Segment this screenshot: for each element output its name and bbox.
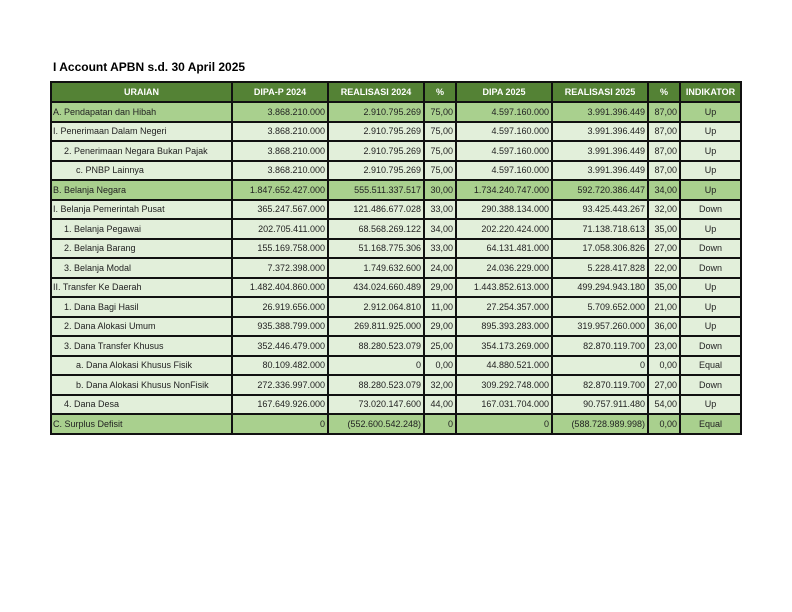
cell-realisasi-2024: 88.280.523.079 [328, 375, 424, 395]
cell-dipa-2025: 4.597.160.000 [456, 122, 552, 142]
table-row [51, 161, 741, 181]
cell-percent-2025: 36,00 [648, 317, 680, 337]
cell-percent-2024: 29,00 [424, 317, 456, 337]
cell-dipa-2025: 895.393.283.000 [456, 317, 552, 337]
cell-dipa-p-2024: 167.649.926.000 [232, 395, 328, 415]
cell-dipa-2025: 309.292.748.000 [456, 375, 552, 395]
cell-uraian: 2. Belanja Barang [51, 239, 232, 259]
cell-uraian: A. Pendapatan dan Hibah [51, 102, 232, 122]
cell-percent-2025: 87,00 [648, 141, 680, 161]
cell-percent-2025: 0,00 [648, 356, 680, 376]
cell-percent-2024: 33,00 [424, 200, 456, 220]
cell-dipa-2025: 1.734.240.747.000 [456, 180, 552, 200]
cell-dipa-2025: 1.443.852.613.000 [456, 278, 552, 298]
cell-indikator: Up [680, 395, 741, 415]
cell-dipa-2025: 4.597.160.000 [456, 161, 552, 181]
cell-indikator: Down [680, 375, 741, 395]
cell-dipa-p-2024: 3.868.210.000 [232, 161, 328, 181]
table-row [51, 102, 741, 122]
cell-percent-2025: 34,00 [648, 180, 680, 200]
cell-realisasi-2025: 3.991.396.449 [552, 141, 648, 161]
cell-dipa-p-2024: 1.847.652.427.000 [232, 180, 328, 200]
cell-dipa-2025: 4.597.160.000 [456, 102, 552, 122]
cell-percent-2025: 87,00 [648, 122, 680, 142]
table-row [51, 239, 741, 259]
cell-dipa-p-2024: 1.482.404.860.000 [232, 278, 328, 298]
table-row [51, 141, 741, 161]
cell-realisasi-2024: 68.568.269.122 [328, 219, 424, 239]
cell-dipa-p-2024: 7.372.398.000 [232, 258, 328, 278]
table-row [51, 219, 741, 239]
table-row [51, 356, 741, 376]
cell-percent-2025: 54,00 [648, 395, 680, 415]
cell-dipa-p-2024: 26.919.656.000 [232, 297, 328, 317]
table-row [51, 297, 741, 317]
cell-indikator: Down [680, 200, 741, 220]
cell-indikator: Up [680, 278, 741, 298]
cell-percent-2025: 35,00 [648, 278, 680, 298]
column-header-dipa-2025: DIPA 2025 [456, 82, 552, 102]
cell-dipa-2025: 4.597.160.000 [456, 141, 552, 161]
cell-realisasi-2024: 1.749.632.600 [328, 258, 424, 278]
table-row [51, 317, 741, 337]
cell-realisasi-2024: 121.486.677.028 [328, 200, 424, 220]
column-header-realisasi-2025: REALISASI 2025 [552, 82, 648, 102]
cell-realisasi-2025: 592.720.386.447 [552, 180, 648, 200]
cell-percent-2025: 87,00 [648, 161, 680, 181]
column-header-indikator: INDIKATOR [680, 82, 741, 102]
cell-percent-2024: 33,00 [424, 239, 456, 259]
cell-dipa-2025: 44.880.521.000 [456, 356, 552, 376]
cell-uraian: I. Penerimaan Dalam Negeri [51, 122, 232, 142]
cell-percent-2025: 21,00 [648, 297, 680, 317]
cell-indikator: Down [680, 258, 741, 278]
cell-percent-2024: 30,00 [424, 180, 456, 200]
cell-realisasi-2024: 434.024.660.489 [328, 278, 424, 298]
cell-percent-2025: 27,00 [648, 239, 680, 259]
column-header-percent-2025: % [648, 82, 680, 102]
cell-indikator: Up [680, 102, 741, 122]
cell-realisasi-2024: 73.020.147.600 [328, 395, 424, 415]
cell-percent-2024: 0,00 [424, 356, 456, 376]
table-row [51, 395, 741, 415]
table-row [51, 278, 741, 298]
cell-dipa-2025: 27.254.357.000 [456, 297, 552, 317]
cell-indikator: Up [680, 141, 741, 161]
cell-percent-2025: 0,00 [648, 414, 680, 434]
cell-percent-2025: 27,00 [648, 375, 680, 395]
cell-uraian: b. Dana Alokasi Khusus NonFisik [51, 375, 232, 395]
cell-realisasi-2025: 90.757.911.480 [552, 395, 648, 415]
cell-dipa-2025: 24.036.229.000 [456, 258, 552, 278]
cell-indikator: Equal [680, 414, 741, 434]
cell-realisasi-2025: 3.991.396.449 [552, 122, 648, 142]
apbn-table [50, 81, 742, 435]
cell-dipa-p-2024: 202.705.411.000 [232, 219, 328, 239]
cell-percent-2025: 32,00 [648, 200, 680, 220]
cell-realisasi-2024: 269.811.925.000 [328, 317, 424, 337]
table-row [51, 200, 741, 220]
cell-realisasi-2025: 0 [552, 356, 648, 376]
cell-indikator: Up [680, 317, 741, 337]
cell-indikator: Down [680, 239, 741, 259]
cell-percent-2024: 25,00 [424, 336, 456, 356]
column-header-realisasi-2024: REALISASI 2024 [328, 82, 424, 102]
cell-indikator: Up [680, 297, 741, 317]
cell-uraian: B. Belanja Negara [51, 180, 232, 200]
column-header-percent-2024: % [424, 82, 456, 102]
cell-uraian: II. Transfer Ke Daerah [51, 278, 232, 298]
cell-uraian: 4. Dana Desa [51, 395, 232, 415]
cell-indikator: Up [680, 180, 741, 200]
cell-realisasi-2024: 2.910.795.269 [328, 161, 424, 181]
cell-indikator: Up [680, 161, 741, 181]
cell-realisasi-2024: 88.280.523.079 [328, 336, 424, 356]
column-header-uraian: URAIAN [51, 82, 232, 102]
cell-realisasi-2025: 499.294.943.180 [552, 278, 648, 298]
cell-percent-2024: 75,00 [424, 102, 456, 122]
cell-dipa-p-2024: 155.169.758.000 [232, 239, 328, 259]
cell-dipa-p-2024: 365.247.567.000 [232, 200, 328, 220]
cell-indikator: Equal [680, 356, 741, 376]
cell-dipa-p-2024: 3.868.210.000 [232, 122, 328, 142]
cell-dipa-2025: 0 [456, 414, 552, 434]
cell-realisasi-2025: (588.728.989.998) [552, 414, 648, 434]
cell-dipa-2025: 202.220.424.000 [456, 219, 552, 239]
cell-uraian: 2. Penerimaan Negara Bukan Pajak [51, 141, 232, 161]
cell-realisasi-2024: 2.912.064.810 [328, 297, 424, 317]
cell-realisasi-2025: 82.870.119.700 [552, 336, 648, 356]
cell-percent-2025: 35,00 [648, 219, 680, 239]
cell-realisasi-2025: 17.058.306.826 [552, 239, 648, 259]
table-row [51, 336, 741, 356]
page-title: I Account APBN s.d. 30 April 2025 [53, 60, 246, 74]
cell-uraian: a. Dana Alokasi Khusus Fisik [51, 356, 232, 376]
cell-realisasi-2025: 3.991.396.449 [552, 161, 648, 181]
cell-realisasi-2024: 51.168.775.306 [328, 239, 424, 259]
cell-uraian: 1. Dana Bagi Hasil [51, 297, 232, 317]
table-row [51, 258, 741, 278]
cell-dipa-p-2024: 935.388.799.000 [232, 317, 328, 337]
cell-indikator: Up [680, 219, 741, 239]
cell-percent-2025: 23,00 [648, 336, 680, 356]
cell-realisasi-2025: 3.991.396.449 [552, 102, 648, 122]
cell-percent-2024: 75,00 [424, 161, 456, 181]
cell-uraian: C. Surplus Defisit [51, 414, 232, 434]
cell-dipa-p-2024: 0 [232, 414, 328, 434]
cell-uraian: 3. Belanja Modal [51, 258, 232, 278]
cell-uraian: 1. Belanja Pegawai [51, 219, 232, 239]
cell-percent-2025: 22,00 [648, 258, 680, 278]
cell-realisasi-2025: 5.709.652.000 [552, 297, 648, 317]
cell-realisasi-2024: 2.910.795.269 [328, 102, 424, 122]
cell-percent-2024: 44,00 [424, 395, 456, 415]
cell-percent-2025: 87,00 [648, 102, 680, 122]
cell-realisasi-2024: 2.910.795.269 [328, 122, 424, 142]
cell-dipa-2025: 167.031.704.000 [456, 395, 552, 415]
cell-percent-2024: 11,00 [424, 297, 456, 317]
cell-realisasi-2024: 555.511.337.517 [328, 180, 424, 200]
cell-realisasi-2024: 2.910.795.269 [328, 141, 424, 161]
cell-realisasi-2025: 93.425.443.267 [552, 200, 648, 220]
table-row [51, 375, 741, 395]
cell-percent-2024: 0 [424, 414, 456, 434]
cell-dipa-2025: 290.388.134.000 [456, 200, 552, 220]
cell-percent-2024: 24,00 [424, 258, 456, 278]
cell-realisasi-2025: 71.138.718.613 [552, 219, 648, 239]
cell-uraian: 2. Dana Alokasi Umum [51, 317, 232, 337]
cell-dipa-p-2024: 3.868.210.000 [232, 141, 328, 161]
cell-uraian: c. PNBP Lainnya [51, 161, 232, 181]
cell-uraian: I. Belanja Pemerintah Pusat [51, 200, 232, 220]
cell-percent-2024: 75,00 [424, 141, 456, 161]
cell-percent-2024: 32,00 [424, 375, 456, 395]
cell-realisasi-2025: 319.957.260.000 [552, 317, 648, 337]
cell-percent-2024: 29,00 [424, 278, 456, 298]
cell-realisasi-2024: 0 [328, 356, 424, 376]
cell-realisasi-2025: 5.228.417.828 [552, 258, 648, 278]
header-row [51, 82, 741, 102]
table-row [51, 414, 741, 434]
cell-percent-2024: 75,00 [424, 122, 456, 142]
cell-dipa-p-2024: 80.109.482.000 [232, 356, 328, 376]
cell-dipa-p-2024: 3.868.210.000 [232, 102, 328, 122]
table-row [51, 180, 741, 200]
cell-indikator: Down [680, 336, 741, 356]
cell-uraian: 3. Dana Transfer Khusus [51, 336, 232, 356]
cell-percent-2024: 34,00 [424, 219, 456, 239]
cell-realisasi-2024: (552.600.542.248) [328, 414, 424, 434]
cell-realisasi-2025: 82.870.119.700 [552, 375, 648, 395]
cell-dipa-2025: 354.173.269.000 [456, 336, 552, 356]
table-row [51, 122, 741, 142]
column-header-dipa-p-2024: DIPA-P 2024 [232, 82, 328, 102]
cell-indikator: Up [680, 122, 741, 142]
cell-dipa-p-2024: 272.336.997.000 [232, 375, 328, 395]
cell-dipa-p-2024: 352.446.479.000 [232, 336, 328, 356]
cell-dipa-2025: 64.131.481.000 [456, 239, 552, 259]
